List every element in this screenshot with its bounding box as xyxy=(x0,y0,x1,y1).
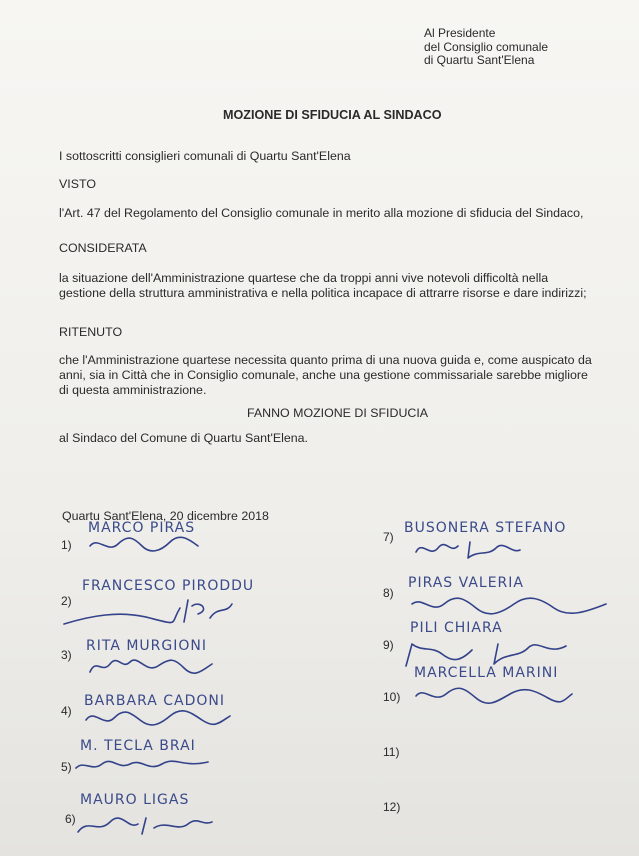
signature-name: BARBARA CADONI xyxy=(84,693,226,709)
signature-name: RITA MURGIONI xyxy=(86,638,208,654)
ritenuto-line-3: di questa amministrazione. xyxy=(59,383,207,397)
signature-number: 8) xyxy=(383,586,394,600)
signature-name: M. TECLA BRAI xyxy=(80,738,196,754)
document-title: MOZIONE DI SFIDUCIA AL SINDACO xyxy=(223,108,442,122)
ritenuto-line-1: che l'Amministrazione quartese necessita quanto prima di una nuova guida e, come auspicato da xyxy=(59,353,592,367)
visto-text: l'Art. 47 del Regolamento del Consiglio comunale in merito alla mozione di sfiducia del Sindaco, xyxy=(59,206,584,220)
signature-number: 4) xyxy=(61,704,72,718)
place-date: Quartu Sant'Elena, 20 dicembre 2018 xyxy=(62,509,269,523)
motion-recipient: al Sindaco del Comune di Quartu Sant'Elena. xyxy=(59,431,308,445)
addressee-block xyxy=(424,27,548,68)
signature-name: MARCELLA MARINI xyxy=(414,665,559,681)
signature-number: 12) xyxy=(383,800,401,814)
signature-name: BUSONERA STEFANO xyxy=(404,520,567,536)
signature-scribble xyxy=(414,684,574,706)
addressee-line-2: del Consiglio comunale xyxy=(424,39,549,54)
signature-number: 6) xyxy=(65,812,76,826)
visto-heading: VISTO xyxy=(59,177,96,191)
signature-number: 7) xyxy=(383,530,394,544)
signature-name: MARCO PIRAS xyxy=(88,520,196,536)
signature-number: 9) xyxy=(383,638,394,652)
signature-number: 2) xyxy=(61,594,72,608)
signature-number: 11) xyxy=(383,745,400,759)
addressee-line-1: Al Presidente xyxy=(424,26,496,40)
signature-scribble xyxy=(414,538,524,560)
signature-name: FRANCESCO PIRODDU xyxy=(82,578,255,594)
signature-number: 3) xyxy=(61,648,72,662)
signature-name: PIRAS VALERIA xyxy=(408,575,524,591)
signature-name: PILI CHIARA xyxy=(410,620,503,636)
signature-scribble xyxy=(74,756,214,776)
signature-scribble xyxy=(76,812,216,838)
considerata-heading: CONSIDERATA xyxy=(59,241,147,255)
ritenuto-line-2: anni, sia in Città che in Consiglio comunale, anche una gestione commissariale sarebbe migliore xyxy=(59,368,588,382)
signature-scribble xyxy=(60,596,240,630)
signature-scribble xyxy=(402,638,572,668)
considerata-line-1: la situazione dell'Amministrazione quartese che da troppi anni vive notevoli difficoltà nella xyxy=(59,271,549,285)
considerata-line-2: gestione della struttura amministrativa e nella politica incapace di attrarre risorse e dare indirizzi; xyxy=(59,286,587,300)
signature-number: 10) xyxy=(383,690,401,704)
signature-number: 1) xyxy=(61,538,72,552)
signature-scribble xyxy=(84,706,234,730)
signature-name: MAURO LIGAS xyxy=(80,792,190,808)
addressee-line-3: di Quartu Sant'Elena xyxy=(424,53,535,67)
ritenuto-heading: RITENUTO xyxy=(59,325,123,339)
intro-text: I sottoscritti consiglieri comunali di Quartu Sant'Elena xyxy=(59,149,351,163)
signature-number: 5) xyxy=(61,760,72,774)
signature-scribble xyxy=(88,654,218,678)
signature-scribble xyxy=(410,594,610,618)
motion-statement: FANNO MOZIONE DI SFIDUCIA xyxy=(247,406,429,420)
signature-scribble xyxy=(86,534,206,556)
